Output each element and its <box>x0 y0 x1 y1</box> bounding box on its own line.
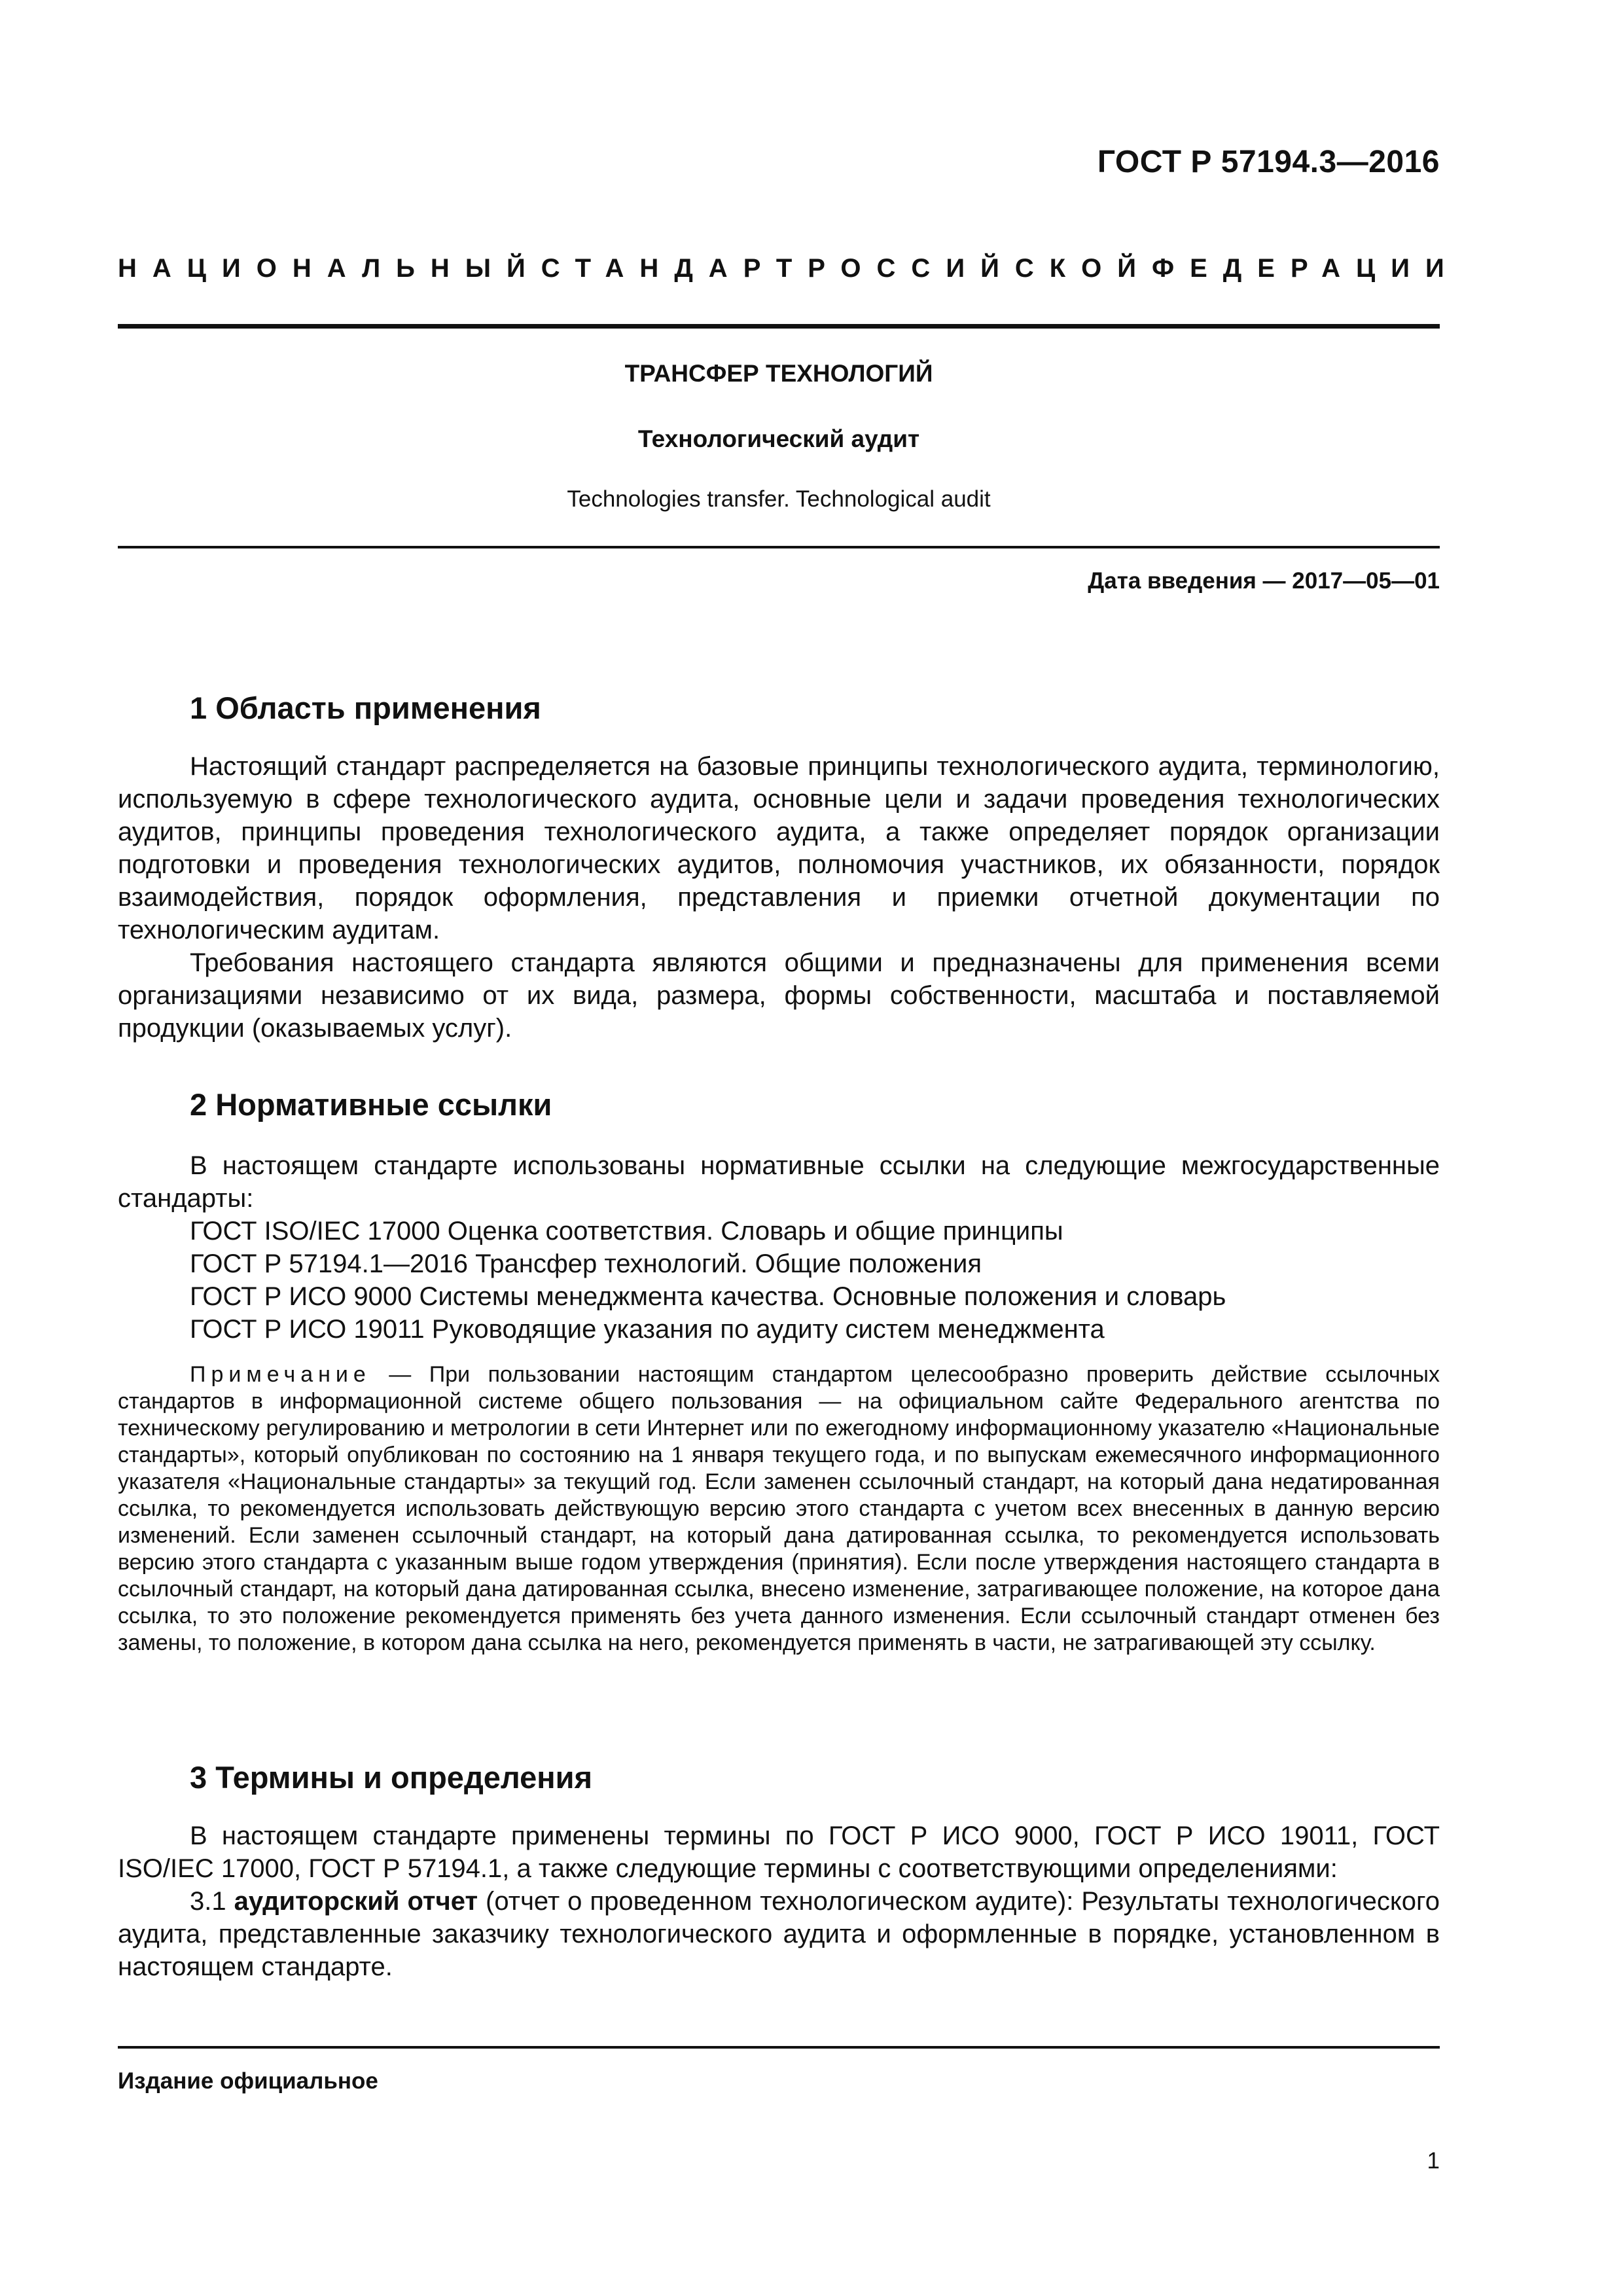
document-title-english: Technologies transfer. Technological audit <box>567 486 991 512</box>
term-name: аудиторский отчет <box>234 1887 478 1916</box>
reference-item: ГОСТ Р ИСО 9000 Системы менеджмента качества. Основные положения и словарь <box>190 1282 1226 1311</box>
introduction-date: Дата введения — 2017—05—01 <box>1088 568 1440 594</box>
header-divider <box>118 324 1440 329</box>
banner-word: СТАНДАРТ <box>541 254 808 283</box>
paragraph: Требования настоящего стандарта являются общими и предназначены для применения всеми организациями независимо от их вида, размера, формы собственности, масштаба и поставляемой продукции (оказываемых услуг). <box>118 948 1440 1043</box>
section-2-body <box>118 1149 1440 1346</box>
reference-item: ГОСТ Р ИСО 19011 Руководящие указания по аудиту систем менеджмента <box>190 1315 1105 1344</box>
banner-word: ФЕДЕРАЦИИ <box>1151 254 1460 283</box>
term-number: 3.1 <box>190 1887 234 1916</box>
banner-word: НАЦИОНАЛЬНЫЙ <box>118 254 541 283</box>
paragraph: В настоящем стандарте применены термины по ГОСТ Р ИСО 9000, ГОСТ Р ИСО 19011, ГОСТ ISO/IEC 17000, ГОСТ Р 57194.1, а также следующие термины с соответствующими определениями: <box>118 1821 1440 1883</box>
national-standard-banner <box>118 254 1460 283</box>
section-1-body <box>118 750 1440 1045</box>
section-3-body <box>118 1820 1440 1983</box>
note-block <box>118 1361 1440 1657</box>
section-heading: 3 Термины и определения <box>190 1760 592 1795</box>
section-heading: 2 Нормативные ссылки <box>190 1087 552 1122</box>
page-number: 1 <box>1427 2148 1440 2174</box>
note-text: — При пользовании настоящим стандартом целесообразно проверить действие ссылочных стандартов в информационной системе общего пользования — на официальном сайте Федерального агентства по техническому регулированию и метрологии в сети Интернет или по ежегодному информационному указателю «Национальные стандарты», который опубликован по состоянию на 1 января текущего года, и по выпускам ежемесячного информационного указателя «Национальные стандарты» за текущий год. Если заменен ссылочный стандарт, на который дана недатированная ссылка, то рекомендуется использовать действующую версию этого стандарта с учетом всех внесенных в данную версию изменений. Если заменен ссылочный стандарт, на который дана датированная ссылка, то рекомендуется использовать версию этого стандарта с указанным выше годом утверждения (принятия). Если после утверждения настоящего стандарта в ссылочный стандарт, на который дана датированная ссылка, внесено изменение, затрагивающее положение, на которое дана ссылка, то это положение рекомендуется применять без учета данного изменения. Если ссылочный стандарт отменен без замены, то положение, в котором дана ссылка на него, рекомендуется применять в части, не затрагивающей эту ссылку. <box>118 1362 1440 1655</box>
reference-item: ГОСТ ISO/IEC 17000 Оценка соответствия. Словарь и общие принципы <box>190 1217 1063 1246</box>
standard-number: ГОСТ Р 57194.3—2016 <box>1097 145 1440 179</box>
paragraph: В настоящем стандарте использованы нормативные ссылки на следующие межгосударственные стандарты: <box>118 1151 1440 1213</box>
banner-word: РОССИЙСКОЙ <box>808 254 1152 283</box>
paragraph: Настоящий стандарт распределяется на базовые принципы технологического аудита, терминологию, используемую в сфере технологического аудита, основные цели и задачи проведения технологических аудитов, принципы проведения технологического аудита, а также определяет порядок организации подготовки и проведения технологических аудитов, полномочия участников, их обязанности, порядок взаимодействия, порядок оформления, представления и приемки отчетной документации по технологическим аудитам. <box>118 752 1440 944</box>
official-edition-label: Издание официальное <box>118 2068 378 2094</box>
title-divider <box>118 546 1440 548</box>
document-subtitle: Технологический аудит <box>637 425 920 452</box>
footer-divider <box>118 2046 1440 2049</box>
note-label: Примечание <box>190 1362 371 1387</box>
reference-item: ГОСТ Р 57194.1—2016 Трансфер технологий. Общие положения <box>190 1249 982 1278</box>
document-title: ТРАНСФЕР ТЕХНОЛОГИЙ <box>624 360 933 387</box>
term-text: (отчет о проведенном технологическом аудите): Результаты технологического аудита, представленные заказчику технологического аудита и оформленные в порядке, установленном в настоящем стандарте. <box>118 1887 1440 1981</box>
term-definition <box>118 1885 1440 1983</box>
section-heading: 1 Область применения <box>190 691 541 725</box>
